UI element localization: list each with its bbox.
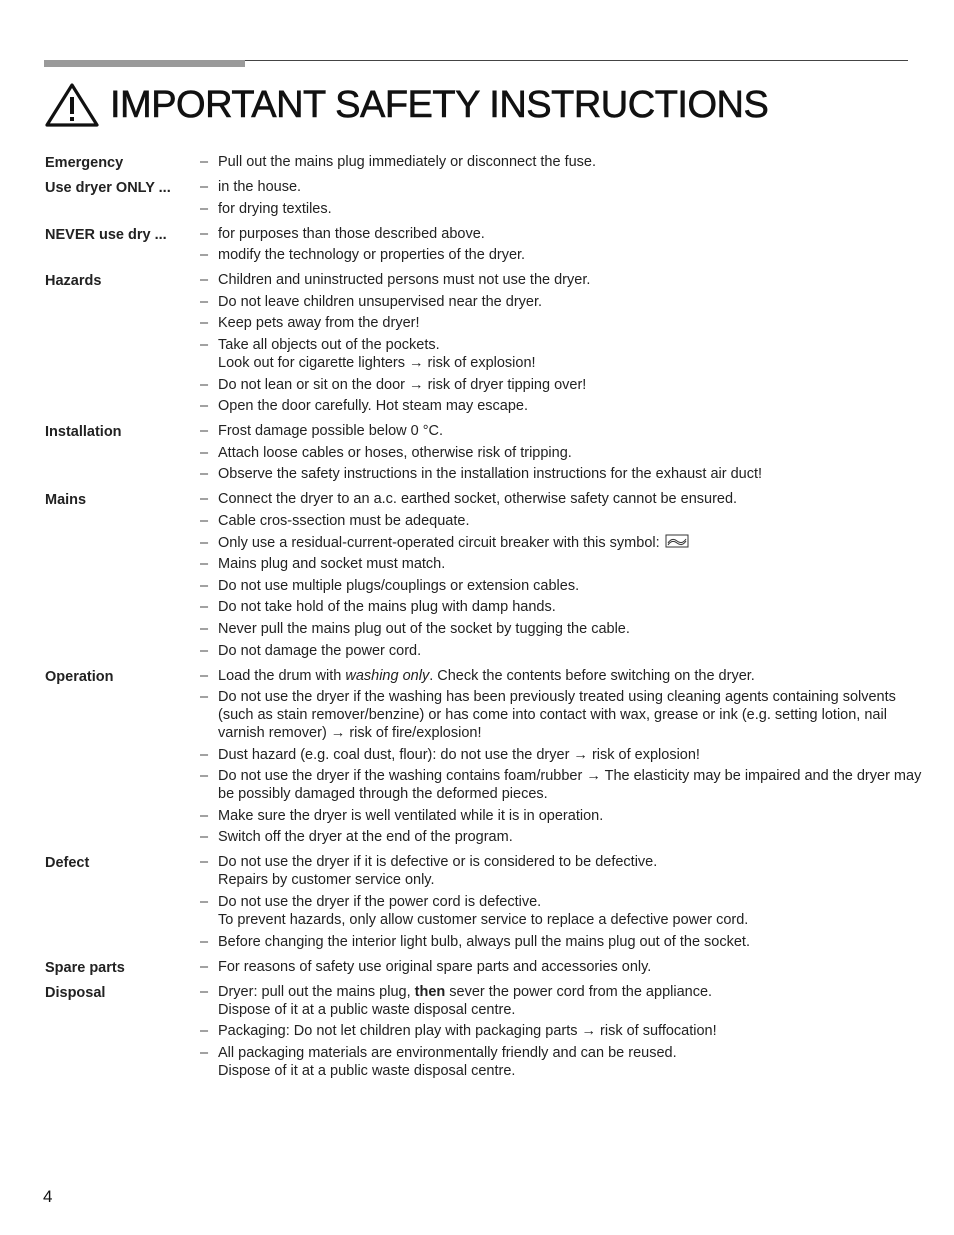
item-text: in the house.	[218, 179, 302, 195]
list-item	[200, 490, 925, 508]
item-text: for purposes than those described above.	[218, 225, 485, 242]
section-label: Installation	[45, 424, 122, 441]
dash-bullet-icon: –	[200, 667, 209, 684]
dash-bullet-icon: –	[200, 315, 209, 332]
section-hazards	[45, 271, 925, 422]
item-text: Before changing the interior light bulb, always pull the mains plug out of the socket.	[218, 933, 750, 950]
dash-bullet-icon: –	[200, 642, 209, 659]
section-items	[200, 225, 925, 272]
list-item	[200, 293, 925, 311]
item-text: Do not use the dryer if the power cord is defective. To prevent hazards, only allow customer service to replace a defective power cord.	[218, 894, 749, 929]
section-emergency	[45, 153, 925, 178]
list-item	[200, 465, 925, 483]
list-item	[200, 246, 925, 264]
list-item	[200, 598, 925, 616]
list-item	[200, 225, 925, 243]
section-mains	[45, 490, 925, 666]
dash-bullet-icon: –	[200, 491, 209, 508]
dash-bullet-icon: –	[200, 200, 209, 217]
dash-bullet-icon: –	[200, 247, 209, 264]
list-item	[200, 620, 925, 638]
dash-bullet-icon: –	[200, 577, 209, 594]
item-text: Do not take hold of the mains plug with damp hands.	[218, 599, 556, 616]
list-item	[200, 688, 925, 742]
dash-bullet-icon: –	[200, 620, 209, 637]
item-text: Dryer: pull out the mains plug, then sever the power cord from the appliance. Dispose of it at a public waste disposal centre.	[218, 983, 713, 1018]
item-text: Cable cros-ssection must be adequate.	[218, 512, 470, 529]
dash-bullet-icon: –	[200, 466, 209, 483]
section-label: Hazards	[45, 273, 102, 290]
item-text: Do not use the dryer if the washing contains foam/rubber → The elasticity may be impaired and the dryer may be possibly damaged through the deformed pieces.	[218, 768, 922, 803]
item-text: Switch off the dryer at the end of the program.	[218, 829, 513, 846]
item-text: for drying textiles.	[218, 200, 332, 217]
list-item	[200, 178, 925, 196]
item-text: Do not use multiple plugs/couplings or extension cables.	[218, 577, 580, 594]
list-item	[200, 200, 925, 218]
dash-bullet-icon: –	[200, 1023, 209, 1040]
item-text: Mains plug and socket must match.	[218, 556, 446, 573]
section-label: Use dryer ONLY ...	[45, 180, 171, 196]
dash-bullet-icon: –	[200, 423, 209, 440]
dash-bullet-icon: –	[200, 556, 209, 573]
item-text: Do not leave children unsupervised near the dryer.	[218, 293, 543, 310]
list-item	[200, 893, 925, 929]
section-label: Operation	[45, 668, 114, 685]
dash-bullet-icon: –	[200, 854, 209, 871]
dash-bullet-icon: –	[200, 534, 209, 551]
dash-bullet-icon: –	[200, 179, 209, 195]
dash-bullet-icon: –	[200, 376, 209, 393]
item-text: Connect the dryer to an a.c. earthed socket, otherwise safety cannot be ensured.	[218, 491, 738, 508]
section-label: Emergency	[45, 155, 124, 171]
section-items	[200, 958, 925, 983]
section-items	[200, 490, 925, 666]
list-item	[200, 642, 925, 660]
item-text: Dust hazard (e.g. coal dust, flour): do not use the dryer → risk of explosion!	[218, 746, 700, 763]
list-item	[200, 336, 925, 372]
dash-bullet-icon: –	[200, 599, 209, 616]
section-use-dryer-only	[45, 178, 925, 225]
safety-instructions-list	[45, 153, 925, 1087]
header-rule-accent	[44, 60, 245, 67]
section-items	[200, 667, 925, 854]
dash-bullet-icon: –	[200, 225, 209, 242]
list-item	[200, 853, 925, 889]
list-item	[200, 153, 925, 171]
list-item	[200, 422, 925, 440]
item-text: Load the drum with washing only. Check the contents before switching on the dryer.	[218, 667, 755, 684]
dash-bullet-icon: –	[200, 398, 209, 415]
dash-bullet-icon: –	[200, 958, 209, 975]
section-defect	[45, 853, 925, 957]
rcd-symbol-icon	[665, 534, 689, 548]
section-label: NEVER use dry ...	[45, 226, 167, 243]
section-items	[200, 271, 925, 422]
list-item	[200, 271, 925, 289]
list-item	[200, 555, 925, 573]
item-text: modify the technology or properties of the dryer.	[218, 247, 526, 264]
list-item	[200, 534, 925, 552]
dash-bullet-icon: –	[200, 768, 209, 785]
item-text: Do not use the dryer if it is defective or is considered to be defective. Repairs by customer service only.	[218, 854, 658, 889]
item-text: Never pull the mains plug out of the socket by tugging the cable.	[218, 620, 630, 637]
warning-triangle-icon	[44, 82, 100, 128]
dash-bullet-icon: –	[200, 154, 209, 170]
dash-bullet-icon: –	[200, 272, 209, 289]
list-item	[200, 376, 925, 394]
item-text: Do not use the dryer if the washing has been previously treated using cleaning agents containing solvents (such as stain remover/benzine) or has come into contact with wax, grease or ink (e.g. setting lotion, nail varnish remover) → risk of fire/explosion!	[218, 689, 896, 742]
section-items	[200, 178, 925, 225]
dash-bullet-icon: –	[200, 444, 209, 461]
section-disposal	[45, 983, 925, 1087]
list-item	[200, 397, 925, 415]
dash-bullet-icon: –	[200, 746, 209, 763]
dash-bullet-icon: –	[200, 807, 209, 824]
list-item	[200, 314, 925, 332]
list-item	[200, 933, 925, 951]
list-item	[200, 444, 925, 462]
dash-bullet-icon: –	[200, 293, 209, 310]
list-item	[200, 958, 925, 976]
item-text: All packaging materials are environmentally friendly and can be reused. Dispose of it at a public waste disposal centre.	[218, 1044, 677, 1079]
section-label: Disposal	[45, 984, 106, 1001]
item-text: Only use a residual-current-operated circuit breaker with this symbol:	[218, 535, 689, 551]
list-item	[200, 577, 925, 595]
list-item	[200, 1044, 925, 1080]
section-operation	[45, 667, 925, 854]
section-items	[200, 153, 925, 178]
list-item	[200, 767, 925, 803]
item-text: For reasons of safety use original spare parts and accessories only.	[218, 958, 652, 975]
dash-bullet-icon: –	[200, 512, 209, 529]
list-item	[200, 828, 925, 846]
list-item	[200, 512, 925, 530]
item-text: Pull out the mains plug immediately or disconnect the fuse.	[218, 154, 597, 170]
item-text: Frost damage possible below 0 °C.	[218, 423, 444, 440]
item-text: Make sure the dryer is well ventilated while it is in operation.	[218, 807, 604, 824]
list-item	[200, 746, 925, 764]
section-label: Mains	[45, 492, 87, 509]
item-text: Packaging: Do not let children play with packaging parts → risk of suffocation!	[218, 1023, 717, 1040]
dash-bullet-icon: –	[200, 689, 209, 706]
item-text: Observe the safety instructions in the installation instructions for the exhaust air duct!	[218, 466, 763, 483]
section-spare-parts	[45, 958, 925, 983]
item-text: Attach loose cables or hoses, otherwise risk of tripping.	[218, 444, 572, 461]
section-label: Spare parts	[45, 959, 125, 976]
section-never-use-dry	[45, 225, 925, 272]
page-header	[44, 82, 768, 128]
dash-bullet-icon: –	[200, 829, 209, 846]
list-item	[200, 1022, 925, 1040]
list-item	[200, 807, 925, 825]
page-number: 4	[43, 1187, 53, 1206]
item-text: Open the door carefully. Hot steam may escape.	[218, 398, 529, 415]
item-text: Do not lean or sit on the door → risk of dryer tipping over!	[218, 376, 587, 393]
item-text: Do not damage the power cord.	[218, 642, 422, 659]
section-installation	[45, 422, 925, 490]
dash-bullet-icon: –	[200, 336, 209, 353]
item-text: Keep pets away from the dryer!	[218, 315, 420, 332]
section-items	[200, 983, 925, 1087]
dash-bullet-icon: –	[200, 1044, 209, 1061]
section-items	[200, 422, 925, 490]
section-label: Defect	[45, 855, 90, 872]
item-text: Children and uninstructed persons must not use the dryer.	[218, 272, 591, 289]
dash-bullet-icon: –	[200, 894, 209, 911]
page-title: IMPORTANT SAFETY INSTRUCTIONS	[110, 83, 769, 126]
list-item	[200, 667, 925, 685]
item-text: Take all objects out of the pockets. Look out for cigarette lighters → risk of explosion!	[218, 336, 536, 371]
section-items	[200, 853, 925, 957]
dash-bullet-icon: –	[200, 933, 209, 950]
list-item	[200, 983, 925, 1019]
dash-bullet-icon: –	[200, 983, 209, 1000]
